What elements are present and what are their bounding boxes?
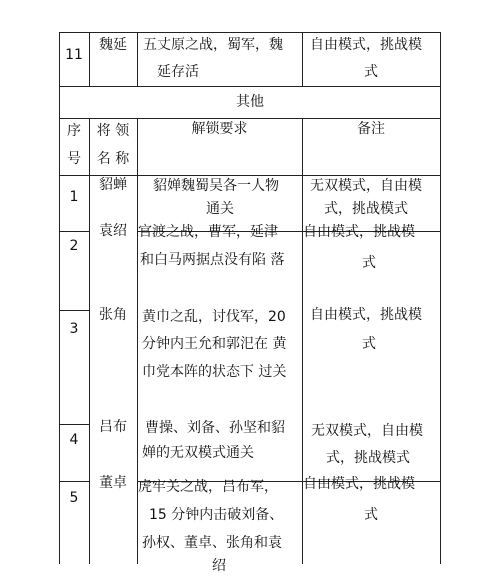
note-line: 无双模式，自由模 — [310, 178, 422, 194]
row11-note-line: 式 — [364, 64, 378, 80]
note-line: 自由模式，挑战模 — [310, 307, 422, 323]
column-divider-3 — [302, 32, 303, 86]
table-rule — [59, 310, 90, 311]
header-number: 序 — [67, 123, 81, 139]
requirement-line: 和白马两据点没有陷 落 — [140, 252, 285, 268]
note-line: 式 — [364, 507, 378, 523]
table-rule — [59, 424, 90, 425]
note-line: 无双模式，自由模 — [311, 423, 423, 439]
general-name: 袁绍 — [99, 223, 127, 239]
row11-general-name: 魏延 — [99, 37, 127, 53]
table-rule — [59, 231, 90, 232]
requirement-line: 15 分钟内击破刘备、 — [149, 507, 284, 523]
requirement-line: 婵的无双模式通关 — [142, 445, 254, 461]
requirement-line: 黄巾之乱，讨伐军，20 — [142, 309, 286, 325]
requirement-line: 虎牢关之战，吕布军， — [138, 479, 278, 495]
row-number: 2 — [69, 238, 79, 254]
requirement-line: 巾党本阵的状态下 过关 — [142, 364, 287, 380]
table-rule — [59, 481, 90, 482]
requirement-line: 曹操、刘备、孙坚和貂 — [145, 420, 285, 436]
row-number: 3 — [69, 321, 79, 337]
column-divider-3 — [302, 118, 303, 564]
row11-requirement-line: 五丈原之战，蜀军，魏 — [143, 37, 283, 53]
row-number: 4 — [69, 432, 79, 448]
note-line: 自由模式，挑战模 — [303, 224, 415, 240]
general-name: 张角 — [99, 307, 127, 323]
note-line: 式 — [362, 336, 376, 352]
column-divider-2 — [137, 32, 138, 86]
note-line: 式，挑战模式 — [326, 450, 410, 466]
header-note: 备注 — [357, 121, 385, 137]
row11-requirement-line: 延存活 — [157, 64, 199, 80]
general-name: 吕布 — [99, 419, 127, 435]
row11-number: 11 — [65, 47, 83, 63]
row-number: 1 — [69, 189, 79, 205]
note-line: 式 — [362, 255, 376, 271]
requirement-line: 分钟内王允和郭汜在 黄 — [142, 336, 287, 352]
header-general-name: 将 领 — [96, 123, 130, 139]
general-name: 董卓 — [99, 475, 127, 491]
row-number: 5 — [69, 490, 79, 506]
header-general-name: 名 称 — [96, 151, 130, 167]
note-line: 自由模式，挑战模 — [303, 476, 415, 492]
requirement-line: 孙权、董卓、张角和袁 — [142, 535, 282, 551]
requirement-line: 貂婵魏蜀吴各一人物 — [153, 178, 279, 194]
requirement-line: 绍 — [212, 558, 226, 574]
requirement-line: 通关 — [206, 201, 234, 217]
table-rule — [59, 86, 441, 87]
section-title: 其他 — [236, 94, 264, 110]
general-name: 貂蝉 — [99, 177, 127, 193]
row11-note-line: 自由模式，挑战模 — [310, 37, 422, 53]
header-number: 号 — [67, 151, 81, 167]
note-line: 式，挑战模式 — [324, 201, 408, 217]
requirement-line: 官渡之战，曹军，延津 — [138, 224, 278, 240]
header-requirement: 解锁要求 — [191, 121, 248, 137]
